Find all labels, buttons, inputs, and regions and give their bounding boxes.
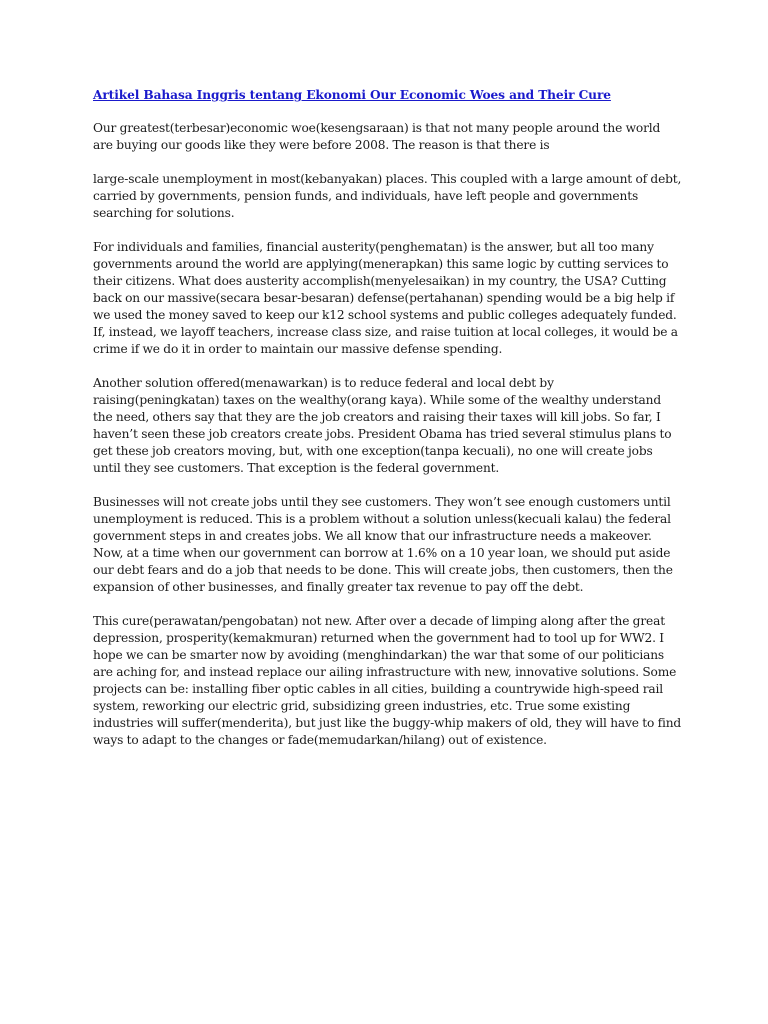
paragraph-4: Another solution offered(menawarkan) is to reduce federal and local debt by raising(peningkatan) taxes on the wealthy(orang kaya). While some of the wealthy understand the need, others say that they are the job creators and raising their taxes will kill jobs. So far, I haven’t seen these job creators create jobs. President Obama has tried several stimulus plans to get these job creators moving, but, with one exception(tanpa kecuali), no one will create jobs until they see customers. That exception is the federal government. [93, 376, 672, 475]
document-body [93, 87, 683, 766]
paragraph-5: Businesses will not create jobs until they see customers. They won’t see enough customers until unemployment is reduced. This is a problem without a solution unless(kecuali kalau) the federal government steps in and creates jobs. We all know that our infrastructure needs a makeover. Now, at a time when our government can borrow at 1.6% on a 10 year loan, we should put aside our debt fears and do a job that needs to be done. This will create jobs, then customers, then the expansion of other businesses, and finally greater tax revenue to pay off the debt. [93, 495, 673, 594]
article-title-link[interactable]: Artikel Bahasa Inggris tentang Ekonomi Our Economic Woes and Their Cure [93, 88, 611, 102]
paragraph-6: This cure(perawatan/pengobatan) not new. After over a decade of limping along after the great depression, prosperity(kemakmuran) returned when the government had to tool up for WW2. I hope we can be smarter now by avoiding (menghindarkan) the war that some of our politicians are aching for, and instead replace our ailing infrastructure with new, innovative solutions. Some projects can be: installing fiber optic cables in all cities, building a countrywide high-speed rail system, reworking our electric grid, subsidizing green industries, etc. True some existing industries will suffer(menderita), but just like the buggy-whip makers of old, they will have to find ways to adapt to the changes or fade(memudarkan/hilang) out of existence. [93, 614, 682, 747]
paragraph-1: Our greatest(terbesar)economic woe(kesengsaraan) is that not many people around the world are buying our goods like they were before 2008. The reason is that there is [93, 121, 661, 152]
paragraph-3: For individuals and families, financial austerity(penghematan) is the answer, but all too many governments around the world are applying(menerapkan) this same logic by cutting services to their citizens. What does austerity accomplish(menyelesaikan) in my country, the USA? Cutting back on our massive(secara besar-besaran) defense(pertahanan) spending would be a big help if we used the money saved to keep our k12 school systems and public colleges adequately funded. If, instead, we layoff teachers, increase class size, and raise tuition at local colleges, it would be a crime if we do it in order to maintain our massive defense spending. [93, 240, 678, 356]
paragraph-2: large-scale unemployment in most(kebanyakan) places. This coupled with a large amount of debt, carried by governments, pension funds, and individuals, have left people and governments searching for solutions. [93, 172, 682, 220]
